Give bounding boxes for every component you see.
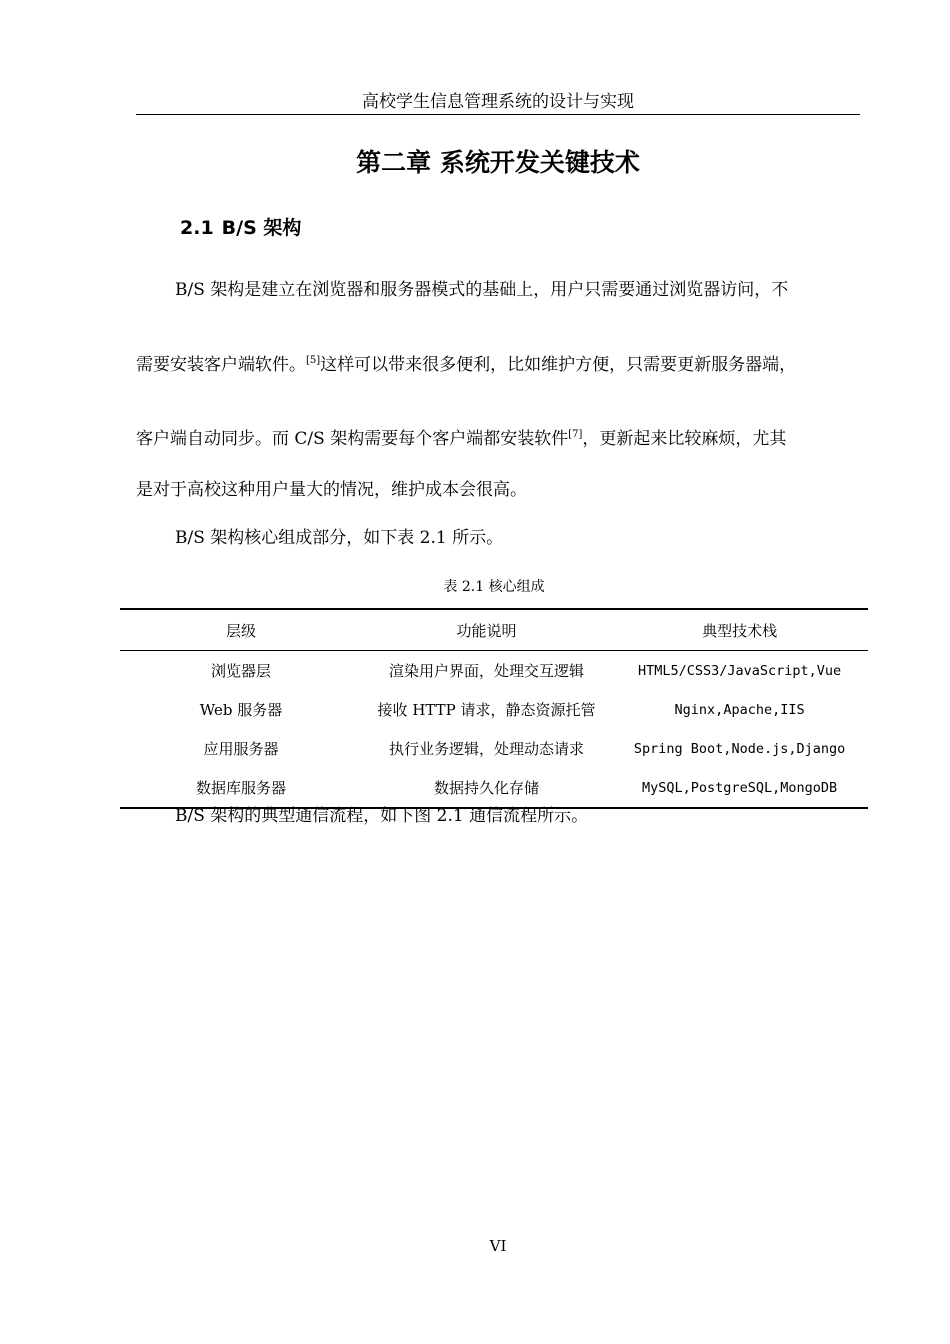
chapter-title: 第二章 系统开发关键技术 bbox=[356, 148, 640, 177]
table-caption: 表 2.1 核心组成 bbox=[443, 579, 545, 595]
core-components-table bbox=[120, 608, 868, 809]
table-cell: 执行业务逻辑，处理动态请求 bbox=[389, 740, 585, 758]
table-cell: 接收 HTTP 请求，静态资源托管 bbox=[377, 701, 596, 719]
table-cell: 数据库服务器 bbox=[120, 768, 362, 808]
table-cell: HTML5/CSS3/JavaScript,Vue bbox=[637, 662, 842, 679]
table-header-cell: 层级 bbox=[120, 609, 362, 651]
section-title-text: B/S 架构 bbox=[221, 217, 302, 239]
table-row bbox=[120, 690, 868, 729]
paragraph-1-line-2-text-a: 需要安装客户端软件。 bbox=[136, 355, 306, 375]
table-cell: Spring Boot,Node.js,Django bbox=[633, 740, 846, 757]
paragraph-1-line-2 bbox=[136, 352, 796, 378]
page-number: VI bbox=[489, 1237, 507, 1255]
table-cell: MySQL,PostgreSQL,MongoDB bbox=[611, 768, 868, 808]
running-header: 高校学生信息管理系统的设计与实现 bbox=[362, 92, 634, 112]
paragraph-3: B/S 架构的典型通信流程，如下图 2.1 通信流程所示。 bbox=[175, 806, 589, 826]
paragraph-1-line-1: B/S 架构是建立在浏览器和服务器模式的基础上，用户只需要通过浏览器访问，不 bbox=[175, 280, 789, 300]
section-number: 2.1 bbox=[180, 217, 214, 239]
paragraph-1-line-3 bbox=[136, 426, 786, 452]
table-row bbox=[120, 651, 868, 691]
section-heading bbox=[180, 214, 301, 242]
paragraph-1-line-3-text-b: ，更新起来比较麻烦，尤其 bbox=[582, 429, 787, 449]
paragraph-2: B/S 架构核心组成部分，如下表 2.1 所示。 bbox=[175, 528, 504, 548]
table-header-cell: 典型技术栈 bbox=[611, 609, 868, 651]
table-row bbox=[120, 729, 868, 768]
table-header-row bbox=[120, 609, 868, 651]
table-cell: 渲染用户界面，处理交互逻辑 bbox=[389, 662, 585, 680]
citation-7: [7] bbox=[568, 429, 583, 440]
table-header-cell: 功能说明 bbox=[362, 609, 611, 651]
citation-5: [5] bbox=[306, 355, 321, 366]
paragraph-1-line-3-text-a: 客户端自动同步。而 C/S 架构需要每个客户端都安装软件 bbox=[136, 429, 569, 449]
paragraph-1-line-4: 是对于高校这种用户量大的情况，维护成本会很高。 bbox=[136, 480, 527, 500]
table-cell: 应用服务器 bbox=[203, 740, 279, 758]
table-cell: 数据持久化存储 bbox=[362, 768, 611, 808]
table-cell: 浏览器层 bbox=[210, 662, 271, 680]
table-row bbox=[120, 768, 868, 808]
paragraph-1-line-2-text-b: 这样可以带来很多便利，比如维护方便，只需要更新服务器端， bbox=[320, 355, 797, 375]
header-divider bbox=[136, 114, 860, 115]
table-cell: Nginx,Apache,IIS bbox=[674, 701, 805, 718]
table-cell: Web 服务器 bbox=[199, 701, 283, 719]
